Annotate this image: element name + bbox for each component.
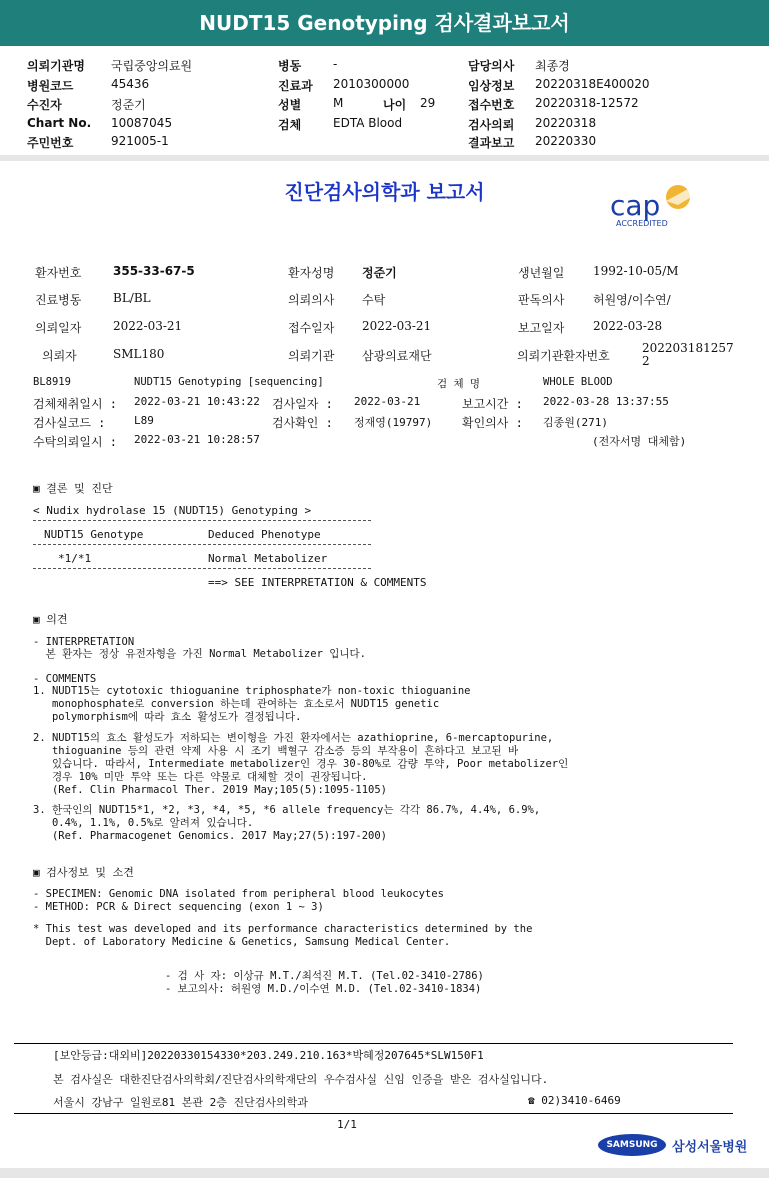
value-requesting-institution-2: 삼광의료재단 <box>362 349 432 363</box>
value-ward: - <box>333 57 338 71</box>
label-collection-datetime: 검체채취일시 : <box>33 397 118 411</box>
label-patient-name: 환자성명 <box>288 266 335 280</box>
value-receipt-number: 20220318-12572 <box>535 96 639 110</box>
value-specimen-name: WHOLE BLOOD <box>543 376 613 388</box>
cap-logo-text: cap <box>610 189 661 222</box>
value-report-date: 2022-03-28 <box>593 319 663 333</box>
report-title: 진단검사의학과 보고서 <box>284 180 485 204</box>
value-resident-number: 921005-1 <box>111 134 169 148</box>
result-phenotype: Normal Metabolizer <box>208 552 328 565</box>
label-specimen: 검체 <box>278 118 302 132</box>
value-requester: SML180 <box>113 347 165 361</box>
divider-line <box>33 520 371 521</box>
value-hospital-code: 45436 <box>111 77 150 91</box>
label-receipt-date: 접수일자 <box>288 321 335 335</box>
value-patient-name: 정준기 <box>362 266 397 280</box>
hospital-name-logo: 삼성서울병원 <box>672 1140 748 1155</box>
label-result-report: 결과보고 <box>468 136 515 150</box>
label-requesting-institution-2: 의뢰기관 <box>288 349 335 363</box>
value-test-confirmation: 정재영(19797) <box>354 416 433 429</box>
label-sex: 성별 <box>278 98 302 112</box>
value-institution-patient-number-line1: 202203181257 <box>642 341 734 355</box>
bottom-band <box>0 1168 769 1178</box>
interpretation-label: - INTERPRETATION <box>33 636 135 648</box>
result-genotype: *1/*1 <box>58 552 92 565</box>
value-patient-number: 355-33-67-5 <box>113 264 195 278</box>
label-exam-date: 검사일자 : <box>272 397 333 411</box>
method-text: - SPECIMEN: Genomic DNA isolated from peripheral blood leukocytes - METHOD: PCR & Direct sequencing (exon 1 ~ 3) <box>33 888 444 913</box>
cap-logo-subtext: ACCREDITED <box>616 219 668 228</box>
value-sex: M <box>333 96 344 110</box>
value-ward-code: BL/BL <box>113 291 151 305</box>
value-birth-date: 1992-10-05/M <box>593 264 679 278</box>
divider-line <box>33 568 371 569</box>
label-report-time: 보고시간 : <box>462 397 523 411</box>
label-test-request: 검사의뢰 <box>468 118 515 132</box>
label-hospital-code: 병원코드 <box>27 79 74 93</box>
value-attending-doctor: 최종경 <box>535 59 570 73</box>
value-institution-patient-number-line2: 2 <box>642 354 650 368</box>
value-age: 29 <box>420 96 436 110</box>
certification-statement: 본 검사실은 대한진단검사의학회/진단검사의학재단의 우수검사실 신임 인증을 받은 검사실입니다. <box>53 1073 549 1086</box>
value-department: 2010300000 <box>333 77 410 91</box>
value-patient: 정준기 <box>111 98 146 112</box>
method-heading: ▣ 검사정보 및 소견 <box>33 866 134 879</box>
samsung-logo: SAMSUNG <box>598 1134 666 1156</box>
value-exam-date: 2022-03-21 <box>354 395 421 408</box>
label-patient-number: 환자번호 <box>35 266 82 280</box>
value-request-date: 2022-03-21 <box>113 319 183 333</box>
comment-2: 2. NUDT15의 효소 활성도가 저하되는 변이형을 가진 환자에서는 azathioprine, 6-mercaptopurine, thioguanine 등의 관련 약제 사용 시 조기 백혈구 감소증 등의 부작용이 흔하다고 보고된 바 있습니다. 따라서, Intermediate metabolizer인 경우 30-80%로 감량 투약, Poor metabolizer인 경우 10% 미만 투약 또는 다른 약물로 대체할 것이 권장됩니다. (Ref. Clin Pharmacol Ther. 2019 May;105(5):1095-1105) <box>33 732 569 796</box>
label-receipt-number: 접수번호 <box>468 98 515 112</box>
test-name: NUDT15 Genotyping [sequencing] <box>134 376 324 388</box>
value-requesting-doctor: 수탁 <box>362 293 386 307</box>
value-receipt-date: 2022-03-21 <box>362 319 432 333</box>
label-commission-datetime: 수탁의뢰일시 : <box>33 435 118 449</box>
divider-line <box>33 544 371 545</box>
label-patient: 수진자 <box>27 98 62 112</box>
label-test-confirmation: 검사확인 : <box>272 416 333 430</box>
value-clinical-info: 20220318E400020 <box>535 77 650 91</box>
security-line: [보안등급:대외비]20220330154330*203.249.210.163*박혜정207645*SLW150F1 <box>53 1049 484 1062</box>
header-separator <box>0 155 769 161</box>
label-ward-code: 진료병동 <box>35 293 82 307</box>
value-report-time: 2022-03-28 13:37:55 <box>543 395 669 408</box>
opinion-heading: ▣ 의견 <box>33 613 68 626</box>
conclusion-subtitle: < Nudix hydrolase 15 (NUDT15) Genotyping > <box>33 504 312 517</box>
value-specimen: EDTA Blood <box>333 116 403 130</box>
value-chart-no: 10087045 <box>111 116 173 130</box>
label-institution-patient-number: 의뢰기관환자번호 <box>517 349 610 363</box>
label-verifying-doctor: 확인의사 : <box>462 416 523 430</box>
page-number: 1/1 <box>337 1118 357 1131</box>
staff-info: - 검 사 자: 이상규 M.T./최석진 M.T. (Tel.02-3410-2786) - 보고의사: 허원영 M.D./이수연 M.D. (Tel.02-3410-1834) <box>165 970 484 995</box>
footer-divider <box>14 1113 733 1114</box>
label-lab-code: 검사실코드 : <box>33 416 106 430</box>
label-requesting-doctor: 의뢰의사 <box>288 293 335 307</box>
interpretation-text: 본 환자는 정상 유전자형을 가진 Normal Metabolizer 입니다. <box>33 648 366 660</box>
value-verifying-doctor: 김종원(271) <box>543 416 608 429</box>
value-reading-doctor: 허원영/이수연/ <box>593 293 671 307</box>
cap-accredited-logo <box>608 183 704 229</box>
label-resident-number: 주민번호 <box>27 136 74 150</box>
label-age: 나이 <box>383 98 407 112</box>
label-request-date: 의뢰일자 <box>35 321 82 335</box>
label-attending-doctor: 담당의사 <box>468 59 515 73</box>
column-genotype: NUDT15 Genotype <box>44 528 144 541</box>
value-lab-code: L89 <box>134 414 154 427</box>
value-requesting-institution: 국립중앙의료원 <box>111 59 193 73</box>
label-clinical-info: 임상정보 <box>468 79 515 93</box>
label-report-date: 보고일자 <box>518 321 565 335</box>
value-collection-datetime: 2022-03-21 10:43:22 <box>134 395 260 408</box>
label-requesting-institution: 의뢰기관명 <box>27 59 85 73</box>
electronic-signature-note: (전자서명 대체함) <box>592 435 687 448</box>
test-code: BL8919 <box>33 376 71 388</box>
see-interpretation-note: ==> SEE INTERPRETATION & COMMENTS <box>208 576 427 589</box>
label-requester: 의뢰자 <box>42 349 77 363</box>
label-reading-doctor: 판독의사 <box>518 293 565 307</box>
label-department: 진료과 <box>278 79 313 93</box>
comment-1: 1. NUDT15는 cytotoxic thioguanine triphosphate가 non-toxic thioguanine monophosphate로 conversion 하는데 관여하는 효소로서 NUDT15 genetic polymorphism에 따라 효소 활성도가 결정됩니다. <box>33 685 471 723</box>
label-ward: 병동 <box>278 59 302 73</box>
value-result-report: 20220330 <box>535 134 597 148</box>
column-phenotype: Deduced Phenotype <box>208 528 321 541</box>
label-birth-date: 생년월일 <box>518 266 565 280</box>
report-header-title: NUDT15 Genotyping 검사결과보고서 <box>0 0 769 46</box>
value-test-request: 20220318 <box>535 116 597 130</box>
address: 서울시 강남구 일원로81 본관 2층 진단검사의학과 <box>53 1096 308 1109</box>
label-specimen-name: 검 체 명 <box>437 378 481 390</box>
comments-label: - COMMENTS <box>33 673 97 685</box>
footer-divider <box>14 1043 733 1044</box>
comment-3: 3. 한국인의 NUDT15*1, *2, *3, *4, *5, *6 allele frequency는 각각 86.7%, 4.4%, 6.9%, 0.4%, 1.1%, 0.5%로 알려져 있습니다. (Ref. Pharmacogenet Genomics. 2017 May;27(5):197-200) <box>33 804 541 842</box>
label-chart-no: Chart No. <box>27 116 92 130</box>
phone-number: ☎ 02)3410-6469 <box>528 1094 621 1107</box>
method-note: * This test was developed and its performance characteristics determined by the Dept. of Laboratory Medicine & Genetics, Samsung Medical Center. <box>33 923 533 948</box>
conclusion-heading: ▣ 결론 및 진단 <box>33 482 113 495</box>
value-commission-datetime: 2022-03-21 10:28:57 <box>134 433 260 446</box>
